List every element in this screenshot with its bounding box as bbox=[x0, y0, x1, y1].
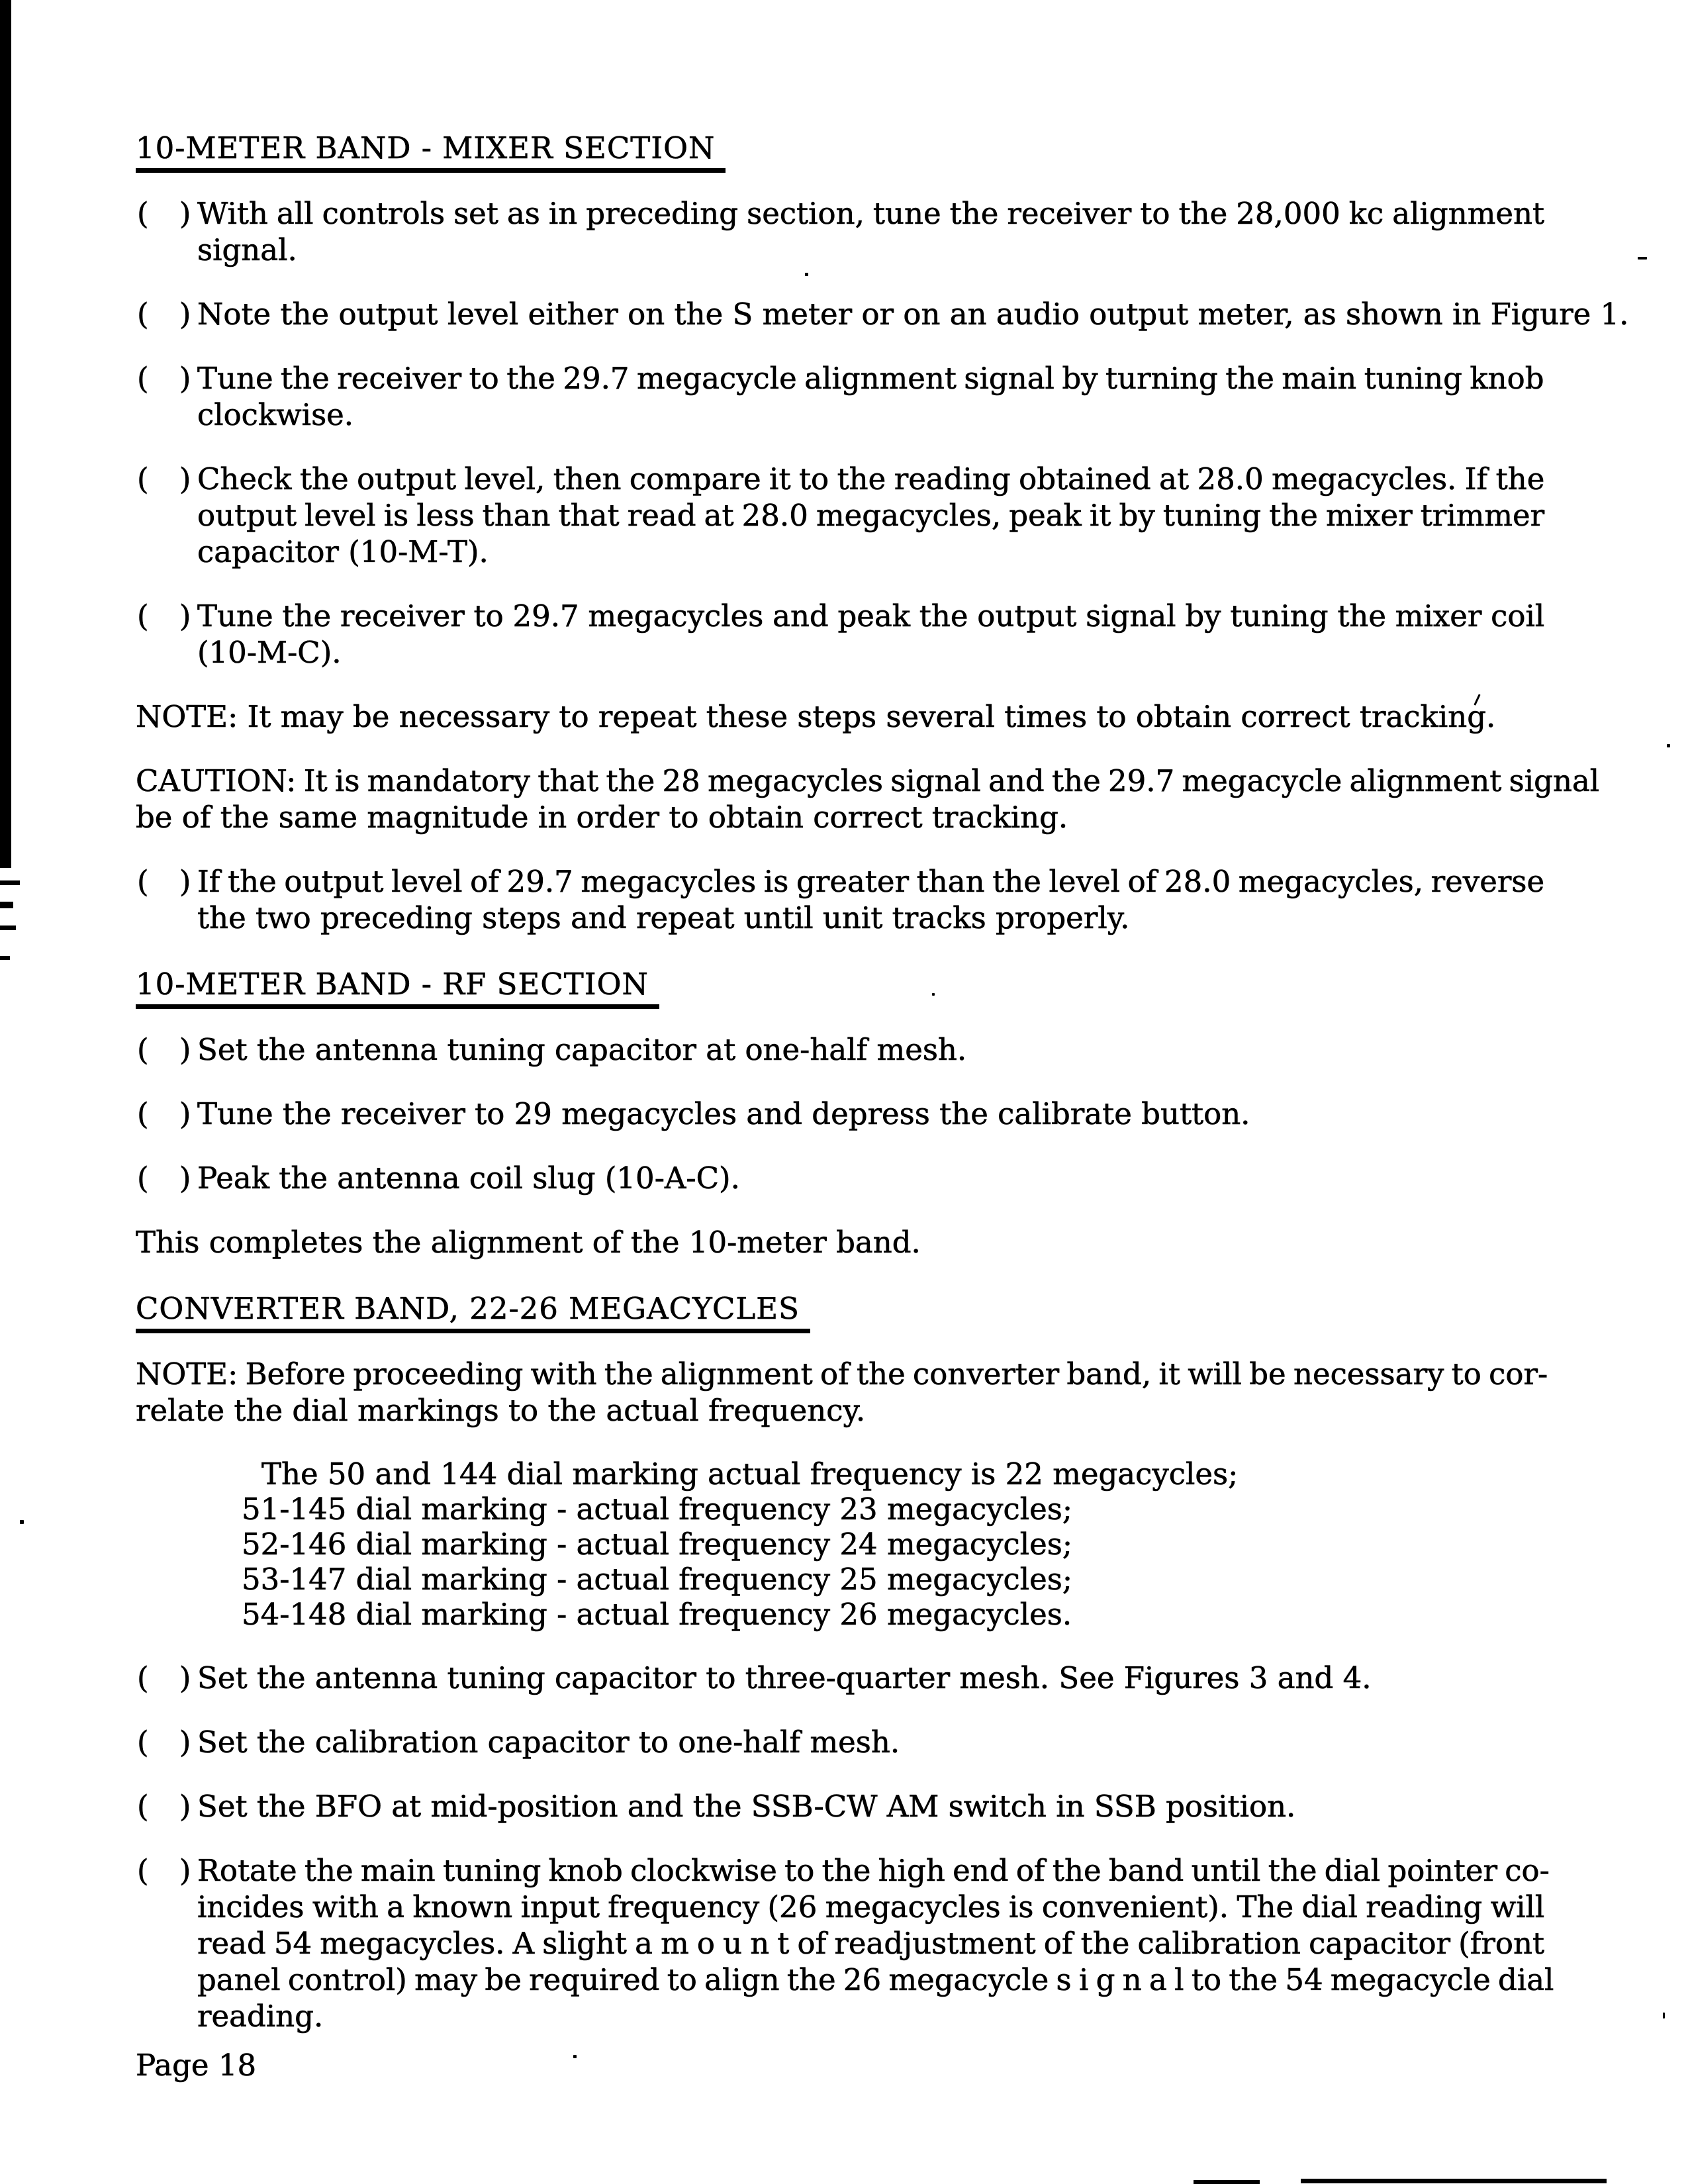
text-line-content: 51-145 dial marking - actual frequency 23 megacycles; bbox=[242, 1492, 1073, 1527]
text-line-content: clockwise. bbox=[197, 397, 354, 432]
checkbox-blank: ( ) bbox=[137, 864, 202, 899]
body-paragraph bbox=[136, 1356, 1548, 1429]
text-line-content: The 50 and 144 dial marking actual frequency is 22 megacycles; bbox=[261, 1456, 1239, 1492]
checkbox-blank: ( ) bbox=[137, 461, 202, 497]
text-line-content: be of the same magnitude in order to obtain correct tracking. bbox=[136, 800, 1068, 835]
scan-speck bbox=[1638, 257, 1647, 260]
text-line bbox=[197, 1660, 1544, 1696]
dial-marking-line bbox=[242, 1492, 1544, 1527]
text-line-content: (10-M-C). bbox=[197, 635, 342, 670]
text-line-content: Set the antenna tuning capacitor to three-quarter mesh. See Figures 3 and 4. bbox=[197, 1660, 1372, 1695]
text-line bbox=[197, 195, 1544, 232]
checklist-item bbox=[136, 1788, 1544, 1825]
checklist-item bbox=[136, 1031, 1544, 1068]
dial-marking-line bbox=[242, 1597, 1544, 1632]
scan-artifact-bottom-line bbox=[1301, 2179, 1607, 2183]
checkbox-blank: ( ) bbox=[137, 1161, 202, 1196]
page-number: Page 18 bbox=[136, 2048, 257, 2083]
checklist-item bbox=[136, 1160, 1544, 1196]
text-line bbox=[197, 1962, 1554, 1998]
text-line-content: Tune the receiver to the 29.7 megacycle alignment signal by turning the main tuning knob bbox=[197, 361, 1544, 396]
text-line bbox=[136, 1392, 1544, 1429]
text-line-content: incides with a known input frequency (26 megacycles is convenient). The dial reading will bbox=[197, 1889, 1545, 1924]
section-heading bbox=[136, 128, 1544, 169]
checkbox-blank: ( ) bbox=[137, 1725, 202, 1760]
body-paragraph bbox=[136, 763, 1600, 835]
scan-speck bbox=[1663, 2013, 1665, 2018]
text-line bbox=[197, 397, 1544, 433]
section-heading bbox=[136, 1288, 1544, 1329]
scan-artifact-left-bar bbox=[0, 0, 11, 868]
text-line-content: Note the output level either on the S meter or on an audio output meter, as shown in Figure 1. bbox=[197, 297, 1629, 332]
text-line-content: Set the BFO at mid-position and the SSB-CW AM switch in SSB position. bbox=[197, 1789, 1296, 1824]
checkbox-blank: ( ) bbox=[137, 1096, 202, 1131]
text-line bbox=[197, 1724, 1544, 1760]
scan-artifact-edge-dash bbox=[0, 956, 10, 960]
checklist-item bbox=[136, 1660, 1544, 1696]
text-line bbox=[197, 1852, 1550, 1889]
body-paragraph bbox=[136, 698, 1544, 735]
text-line bbox=[197, 497, 1544, 534]
checklist-item bbox=[136, 863, 1544, 936]
body-paragraph bbox=[136, 1224, 1544, 1260]
scan-artifact-edge-dash bbox=[0, 880, 20, 885]
text-line bbox=[197, 1031, 1544, 1068]
checkbox-blank: ( ) bbox=[137, 297, 202, 332]
scan-artifact-edge-dash bbox=[0, 926, 16, 930]
section-heading-text: CONVERTER BAND, 22-26 MEGACYCLES bbox=[136, 1291, 810, 1333]
checklist-item bbox=[136, 296, 1629, 332]
scan-artifact-bottom-line bbox=[1194, 2180, 1260, 2184]
text-line-content: If the output level of 29.7 megacycles is greater than the level of 28.0 megacycles, reverse bbox=[197, 864, 1545, 899]
text-line bbox=[197, 461, 1544, 497]
text-line-content: CAUTION: It is mandatory that the 28 megacycles signal and the 29.7 megacycle alignment signal bbox=[136, 763, 1600, 798]
checklist-item bbox=[136, 1724, 1544, 1760]
text-line bbox=[197, 232, 1544, 268]
text-line-content: NOTE: It may be necessary to repeat these steps several times to obtain correct tracking. bbox=[136, 699, 1496, 734]
text-line bbox=[136, 698, 1544, 735]
checklist-item bbox=[136, 1852, 1554, 2034]
text-line-content: relate the dial markings to the actual frequency. bbox=[136, 1393, 866, 1428]
text-line bbox=[136, 1356, 1548, 1392]
document-content bbox=[136, 128, 1629, 2062]
checklist-item bbox=[136, 195, 1544, 268]
scan-speck bbox=[20, 1520, 24, 1524]
text-line-content: Tune the receiver to 29 megacycles and depress the calibrate button. bbox=[197, 1096, 1250, 1131]
text-line bbox=[197, 634, 1544, 671]
text-line bbox=[136, 799, 1544, 835]
text-line-content: reading. bbox=[197, 1999, 324, 2034]
scan-artifact-edge-dash bbox=[0, 902, 13, 908]
text-line bbox=[197, 534, 1544, 570]
section-heading-text: 10-METER BAND - MIXER SECTION bbox=[136, 130, 726, 173]
dial-marking-line bbox=[242, 1562, 1544, 1597]
checkbox-blank: ( ) bbox=[137, 1853, 202, 1888]
text-line-content: panel control) may be required to align the 26 megacycle s i g n a l to the 54 megacycle dial bbox=[197, 1962, 1554, 1997]
text-line-content: This completes the alignment of the 10-meter band. bbox=[136, 1225, 921, 1260]
checkbox-blank: ( ) bbox=[137, 361, 202, 396]
text-line-content: Set the calibration capacitor to one-half mesh. bbox=[197, 1725, 900, 1760]
checkbox-blank: ( ) bbox=[137, 1789, 202, 1824]
text-line bbox=[197, 1998, 1544, 2034]
text-line-content: NOTE: Before proceeding with the alignment of the converter band, it will be necessary to cor- bbox=[136, 1356, 1548, 1392]
checkbox-blank: ( ) bbox=[137, 1660, 202, 1695]
text-line bbox=[197, 1889, 1544, 1925]
checklist-item bbox=[136, 598, 1544, 671]
dial-marking-line bbox=[242, 1456, 1544, 1492]
text-line bbox=[197, 900, 1544, 936]
section-heading-text: 10-METER BAND - RF SECTION bbox=[136, 967, 659, 1009]
text-line-content: With all controls set as in preceding section, tune the receiver to the 28,000 kc alignment bbox=[197, 196, 1545, 231]
text-line-content: output level is less than that read at 28.0 megacycles, peak it by tuning the mixer trimmer bbox=[197, 498, 1545, 533]
dial-marking-line bbox=[242, 1527, 1544, 1562]
checkbox-blank: ( ) bbox=[137, 1032, 202, 1067]
checklist-item bbox=[136, 360, 1544, 433]
text-line-content: the two preceding steps and repeat until unit tracks properly. bbox=[197, 900, 1130, 935]
text-line-content: Check the output level, then compare it to the reading obtained at 28.0 megacycles. If the bbox=[197, 461, 1545, 497]
checklist-item bbox=[136, 1096, 1544, 1132]
text-line-content: Tune the receiver to 29.7 megacycles and peak the output signal by tuning the mixer coil bbox=[197, 598, 1545, 634]
text-line-content: Set the antenna tuning capacitor at one-half mesh. bbox=[197, 1032, 967, 1067]
text-line bbox=[197, 360, 1544, 397]
text-line-content: read 54 megacycles. A slight a m o u n t of readjustment of the calibration capacitor (front bbox=[197, 1926, 1545, 1961]
text-line-content: Peak the antenna coil slug (10-A-C). bbox=[197, 1161, 740, 1196]
checkbox-blank: ( ) bbox=[137, 196, 202, 231]
section-heading bbox=[136, 964, 1544, 1005]
text-line bbox=[197, 1788, 1544, 1825]
text-line-content: 53-147 dial marking - actual frequency 25 megacycles; bbox=[242, 1562, 1073, 1597]
text-line bbox=[197, 1096, 1544, 1132]
text-line bbox=[197, 1925, 1544, 1962]
text-line bbox=[197, 598, 1544, 634]
text-line-content: Rotate the main tuning knob clockwise to the high end of the band until the dial pointer co- bbox=[197, 1853, 1550, 1888]
text-line bbox=[197, 1160, 1544, 1196]
text-line bbox=[136, 1224, 1544, 1260]
text-line-content: capacitor (10-M-T). bbox=[197, 534, 489, 569]
text-line bbox=[136, 763, 1600, 799]
text-line bbox=[197, 296, 1629, 332]
text-line-content: signal. bbox=[197, 232, 297, 267]
checkbox-blank: ( ) bbox=[137, 598, 202, 634]
scan-speck bbox=[1667, 744, 1670, 747]
checklist-item bbox=[136, 461, 1544, 570]
dial-marking-list bbox=[242, 1456, 1544, 1632]
text-line-content: 54-148 dial marking - actual frequency 26 megacycles. bbox=[242, 1597, 1072, 1632]
text-line-content: 52-146 dial marking - actual frequency 24 megacycles; bbox=[242, 1527, 1073, 1562]
text-line bbox=[197, 863, 1544, 900]
